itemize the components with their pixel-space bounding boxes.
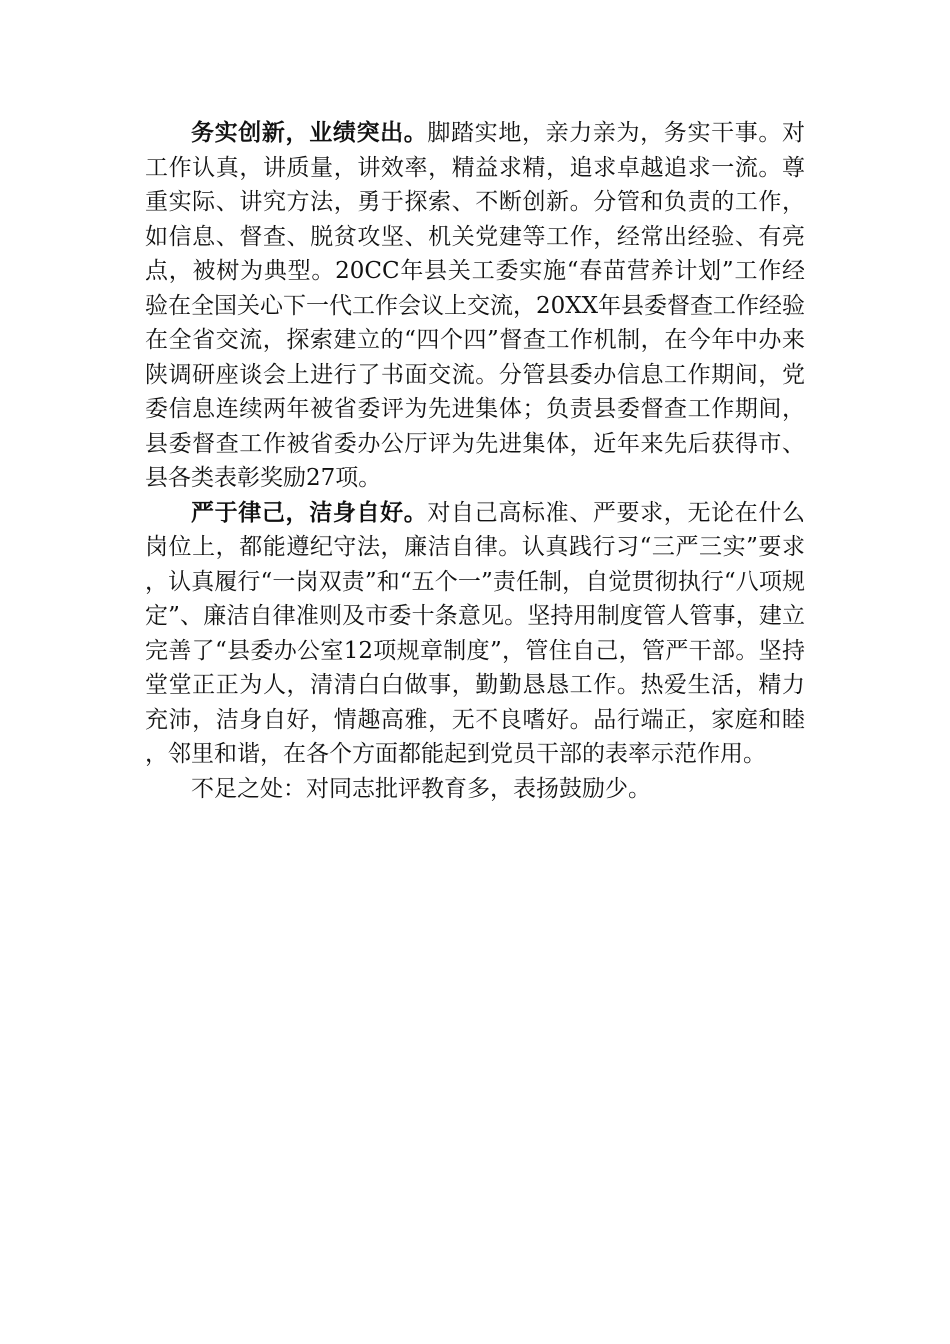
paragraph-text: 脚踏实地，亲力亲为，务实干事。对工作认真，讲质量，讲效率，精益求精，追求卓越追求一流。尊重实际、讲究方法，勇于探索、不断创新。分管和负责的工作，如信息、督查、脱贫攻坚、机关党建等工作，经常出经验、有亮点，被树为典型。20CC年县关工委实施“春苗营养计划”工作经验在全国关心下一代工作会议上交流，20XX年县委督查工作经验在全省交流，探索建立的“四个四”督查工作机制，在今年中办来陕调研座谈会上进行了书面交流。分管县委办信息工作期间，党委信息连续两年被省委评为先进集体；负责县委督查工作期间，县委督查工作被省委办公厅评为先进集体，近年来先后获得市、县各类表彰奖励27项。 xyxy=(145,120,806,491)
paragraph-text: 不足之处：对同志批评教育多，表扬鼓励少。 xyxy=(191,775,651,802)
document-body xyxy=(145,116,805,806)
paragraph-shortcomings xyxy=(145,772,805,807)
paragraph-heading: 务实创新，业绩突出。 xyxy=(191,119,428,146)
paragraph-innovation xyxy=(145,116,805,496)
paragraph-self-discipline xyxy=(145,496,805,772)
paragraph-text: 对自己高标准、严要求，无论在什么岗位上，都能遵纪守法，廉洁自律。认真践行习“三严三实”要求，认真履行“一岗双责”和“五个一”责任制，自觉贯彻执行“八项规定”、廉洁自律准则及市委十条意见。坚持用制度管人管事，建立完善了“县委办公室12项规章制度”，管住自己，管严干部。坚持堂堂正正为人，清清白白做事，勤勤恳恳工作。热爱生活，精力充沛，洁身自好，情趣高雅，无不良嗜好。品行端正，家庭和睦，邻里和谐，在各个方面都能起到党员干部的表率示范作用。 xyxy=(145,499,806,767)
paragraph-heading: 严于律己，洁身自好。 xyxy=(191,498,428,526)
